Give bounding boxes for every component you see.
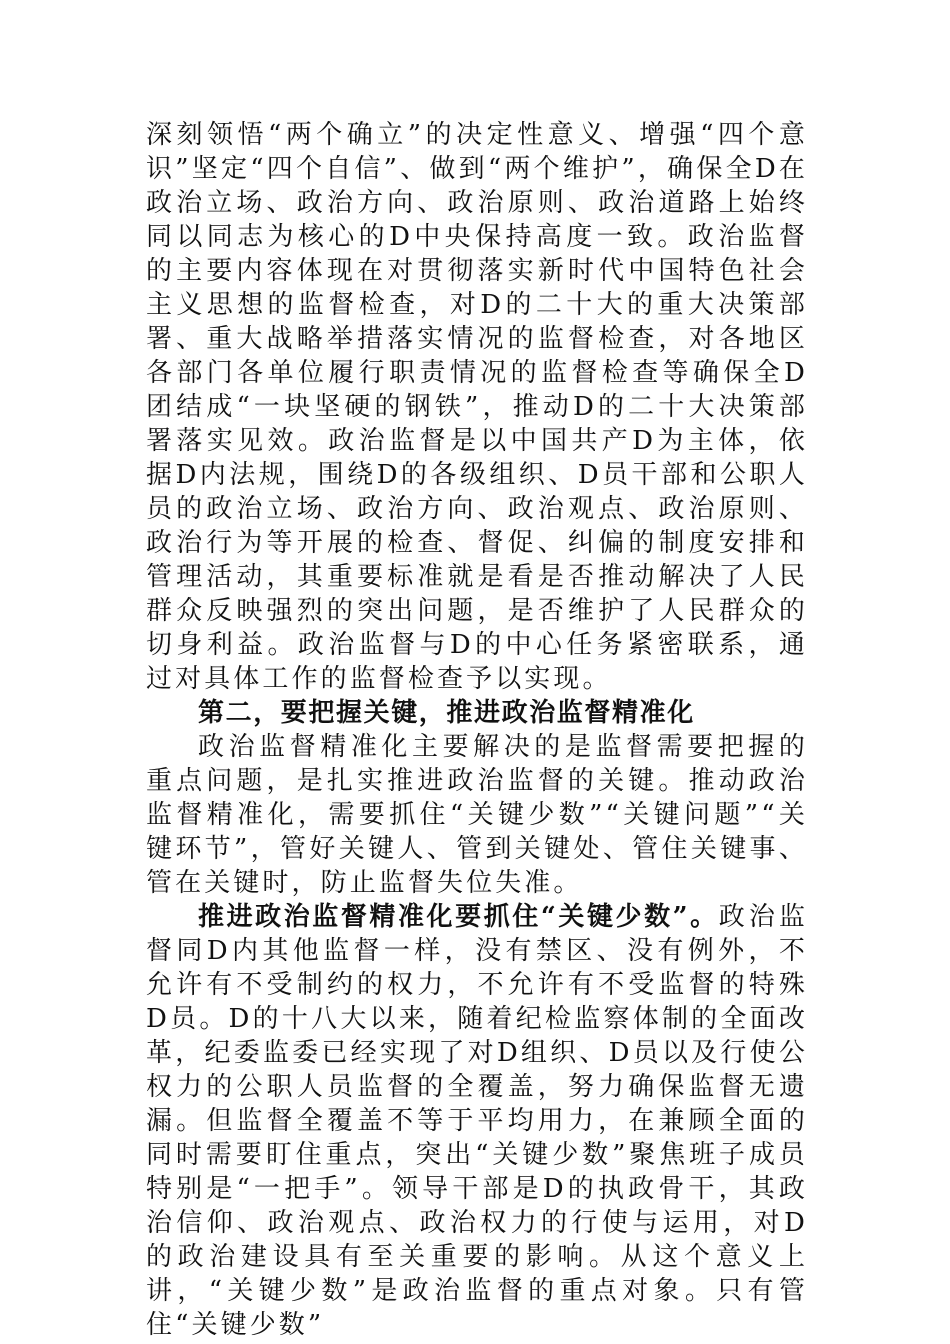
- body-paragraph-2: 政治监督精准化主要解决的是监督需要把握的重点问题，是扎实推进政治监督的关键。推动政治监督精准化，需要抓住“关键少数”“关键问题”“关键环节”，管好关键人、管到关键处、管住关键事、管在关键时，防止监督失位失准。: [146, 732, 808, 898]
- paragraph-lead-sentence: 推进政治监督精准化要抓住“关键少数”。: [198, 902, 719, 932]
- body-paragraph-1: 深刻领悟“两个确立”的决定性意义、增强“四个意识”坚定“四个自信”、做到“两个维护”，确保全D在政治立场、政治方向、政治原则、政治道路上始终同以同志为核心的D中央保持高度一致。政治监督的主要内容体现在对贯彻落实新时代中国特色社会主义思想的监督检查，对D的二十大的重大决策部署、重大战略举措落实情况的监督检查，对各地区各部门各单位履行职责情况的监督检查等确保全D团结成“一块坚硬的钢铁”，推动D的二十大决策部署落实见效。政治监督是以中国共产D为主体，依据D内法规，围绕D的各级组织、D员干部和公职人员的政治立场、政治方向、政治观点、政治原则、政治行为等开展的检查、督促、纠偏的制度安排和管理活动，其重要标准就是看是否推动解决了人民群众反映强烈的突出问题，是否维护了人民群众的切身利益。政治监督与D的中心任务紧密联系，通过对具体工作的监督检查予以实现。: [146, 120, 808, 694]
- paragraph-body-text: 政治监督同D内其他监督一样，没有禁区、没有例外，不允许有不受制约的权力，不允许有不受监督的特殊D员。D的十八大以来，随着纪检监察体制的全面改革，纪委监委已经实现了对D组织、D员以及行使公权力的公职人员监督的全覆盖，努力确保监督无遗漏。但监督全覆盖不等于平均用力，在兼顾全面的同时需要盯住重点，突出“关键少数”聚焦班子成员特别是“一把手”。领导干部是D的执政骨干，其政治信仰、政治观点、政治权力的行使与运用，对D的政治建设具有至关重要的影响。从这个意义上讲，“关键少数”是政治监督的重点对象。只有管住“关键少数”: [146, 902, 808, 1340]
- document-page: [146, 118, 808, 1342]
- body-paragraph-3: [146, 900, 808, 1342]
- section-heading-2: 第二，要把握关键，推进政治监督精准化: [198, 698, 695, 728]
